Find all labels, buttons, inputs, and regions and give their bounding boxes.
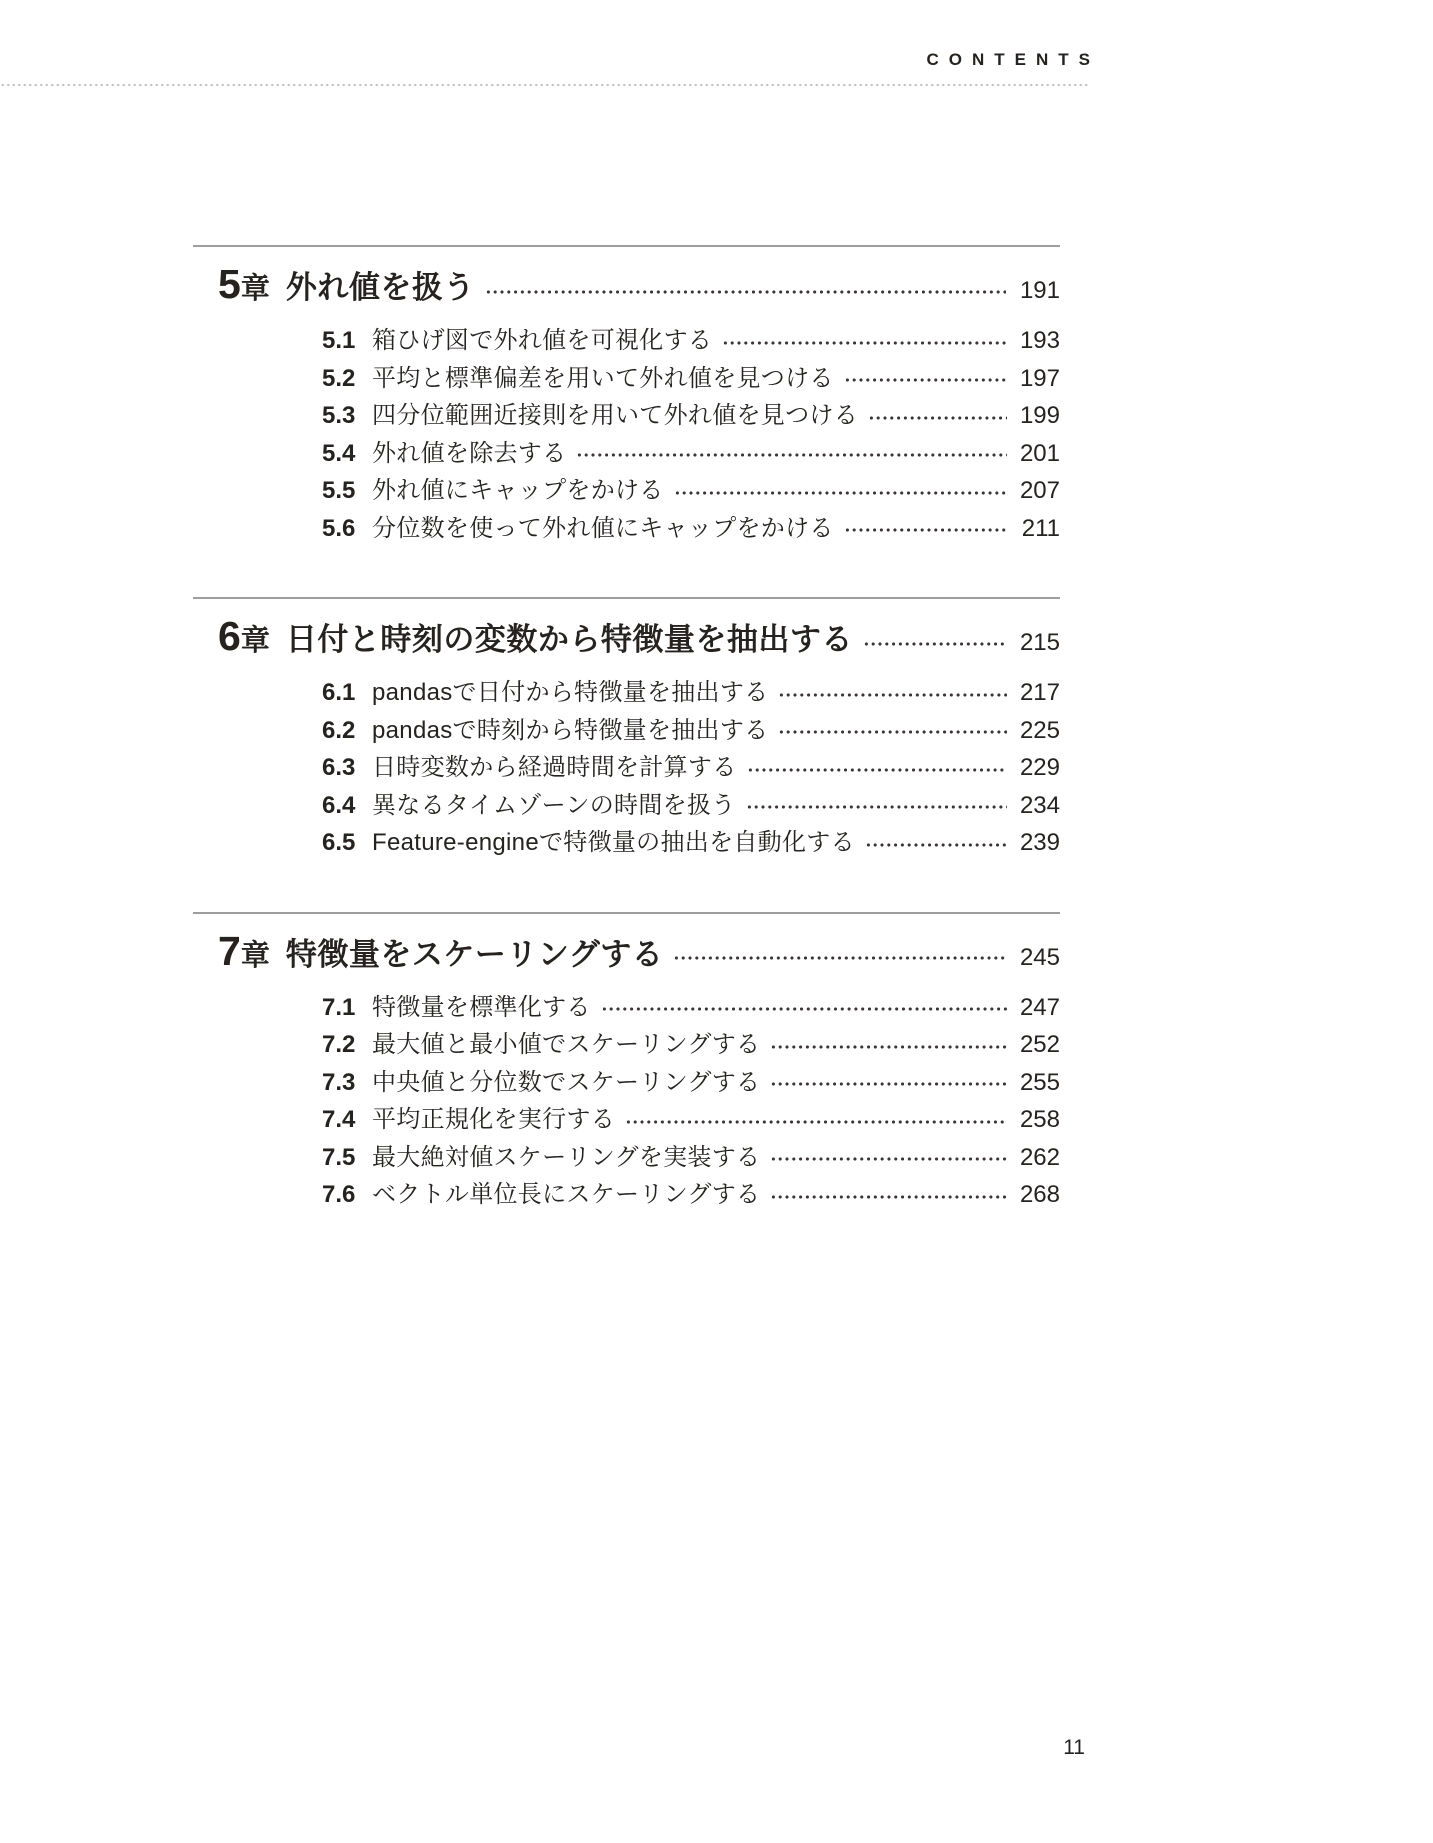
section-page: 217 [1019,679,1060,706]
toc [193,245,1060,1214]
chapter-dot-leader [673,956,1006,960]
chapter-dot-leader [485,290,1006,294]
section-title: 特徴量を標準化する [372,993,591,1021]
section-row [322,749,1060,787]
section-page: 201 [1019,439,1060,467]
section-title: ベクトル単位長にスケーリングする [372,1181,761,1208]
section-title: 箱ひげ図で外れ値を可視化する [372,327,713,354]
section-title: 外れ値にキャップをかける [372,477,664,504]
chapter-dot-leader [863,642,1006,646]
section-page: 255 [1019,1068,1060,1096]
running-head [0,0,1100,70]
section-number: 6.1 [322,679,356,706]
section-title: 異なるタイムゾーンの時間を扱う [372,791,736,819]
section-title: 平均正規化を実行する [372,1106,615,1133]
section-row [322,1139,1060,1177]
section-page: 207 [1019,477,1060,504]
section-page: 247 [1019,993,1060,1021]
section-page: 193 [1019,327,1060,354]
section-row [322,397,1060,435]
section-dot-leader [601,1007,1007,1011]
chapter-suffix: 章 [240,625,270,657]
section-row [322,472,1060,510]
section-page: 211 [1021,514,1060,542]
section-number: 7.2 [322,1031,356,1058]
section-title: 平均と標準偏差を用いて外れ値を見つける [372,364,834,392]
section-dot-leader [770,1082,1007,1086]
section-dot-leader [770,1157,1007,1161]
section-number: 6.2 [322,716,356,744]
chapter-heading [193,610,1060,669]
section-list [193,674,1060,862]
chapter-heading [193,925,1060,984]
section-title: Feature-engineで特徴量の抽出を自動化する [372,829,855,856]
section-list [193,322,1060,547]
section-title: 分位数を使って外れ値にキャップをかける [372,514,834,542]
section-dot-leader [778,730,1007,734]
section-page: 262 [1019,1143,1060,1171]
section-page: 239 [1019,829,1060,856]
chapter-number: 6 [218,613,241,659]
section-row [322,989,1060,1027]
section-title: 最大絶対値スケーリングを実装する [372,1143,761,1171]
section-row [322,712,1060,750]
section-list [193,989,1060,1214]
section-row [322,360,1060,398]
section-row [322,1101,1060,1139]
header-dotted-divider [0,83,1090,87]
chapter-heading [193,258,1060,317]
section-row [322,787,1060,825]
section-title: pandasで時刻から特徴量を抽出する [372,716,769,744]
section-dot-leader [778,693,1007,697]
section-dot-leader [722,341,1007,345]
section-page: 225 [1019,716,1060,744]
section-row [322,322,1060,360]
section-title: 中央値と分位数でスケーリングする [372,1068,761,1096]
section-number: 7.6 [322,1181,356,1208]
section-title: pandasで日付から特徴量を抽出する [372,679,769,706]
section-dot-leader [746,805,1007,809]
section-page: 268 [1019,1181,1060,1208]
folio-page-number: 11 [1063,1736,1085,1759]
section-number: 6.4 [322,791,356,819]
section-page: 252 [1019,1031,1060,1058]
section-number: 6.5 [322,829,356,856]
section-dot-leader [844,528,1007,532]
section-dot-leader [868,416,1007,420]
section-title: 日時変数から経過時間を計算する [372,754,737,781]
chapter-page: 215 [1019,629,1060,656]
section-page: 229 [1019,754,1060,781]
section-dot-leader [770,1045,1007,1049]
chapter-number: 5 [218,261,241,307]
chapter-block [193,912,1060,1214]
section-dot-leader [865,843,1007,847]
chapter-number: 7 [218,927,241,974]
contents-heading: CONTENTS [926,50,1100,69]
section-row [322,510,1060,548]
chapter-page: 245 [1019,943,1060,971]
chapter-page: 191 [1019,277,1060,304]
section-row [322,824,1060,862]
section-page: 199 [1019,402,1060,429]
section-dot-leader [747,768,1008,772]
section-dot-leader [625,1120,1007,1124]
section-dot-leader [770,1195,1007,1199]
section-dot-leader [844,378,1007,382]
chapter-title: 外れ値を扱う [285,270,475,305]
section-number: 5.6 [322,514,356,542]
section-number: 5.4 [322,439,356,467]
section-number: 5.5 [322,477,356,504]
section-number: 7.3 [322,1068,356,1096]
section-row [322,674,1060,712]
section-number: 5.1 [322,327,356,354]
section-number: 7.5 [322,1143,356,1171]
section-number: 7.1 [322,993,356,1021]
section-row [322,1026,1060,1064]
section-title: 外れ値を除去する [372,439,567,467]
section-number: 7.4 [322,1106,356,1133]
section-title: 四分位範囲近接則を用いて外れ値を見つける [372,402,858,429]
section-title: 最大値と最小値でスケーリングする [372,1031,761,1058]
chapter-suffix: 章 [240,273,270,305]
chapter-title: 日付と時刻の変数から特徴量を抽出する [285,622,853,657]
section-page: 234 [1019,791,1060,819]
section-page: 258 [1019,1106,1060,1133]
section-row [322,435,1060,473]
chapter-suffix: 章 [240,939,270,972]
section-number: 5.2 [322,364,356,392]
section-number: 6.3 [322,754,356,781]
section-dot-leader [674,491,1007,495]
section-page: 197 [1019,364,1060,392]
chapter-block [193,245,1060,547]
chapter-title: 特徴量をスケーリングする [285,936,664,972]
section-row [322,1064,1060,1102]
section-number: 5.3 [322,402,356,429]
section-dot-leader [576,453,1007,457]
chapter-block [193,597,1060,862]
section-row [322,1176,1060,1214]
